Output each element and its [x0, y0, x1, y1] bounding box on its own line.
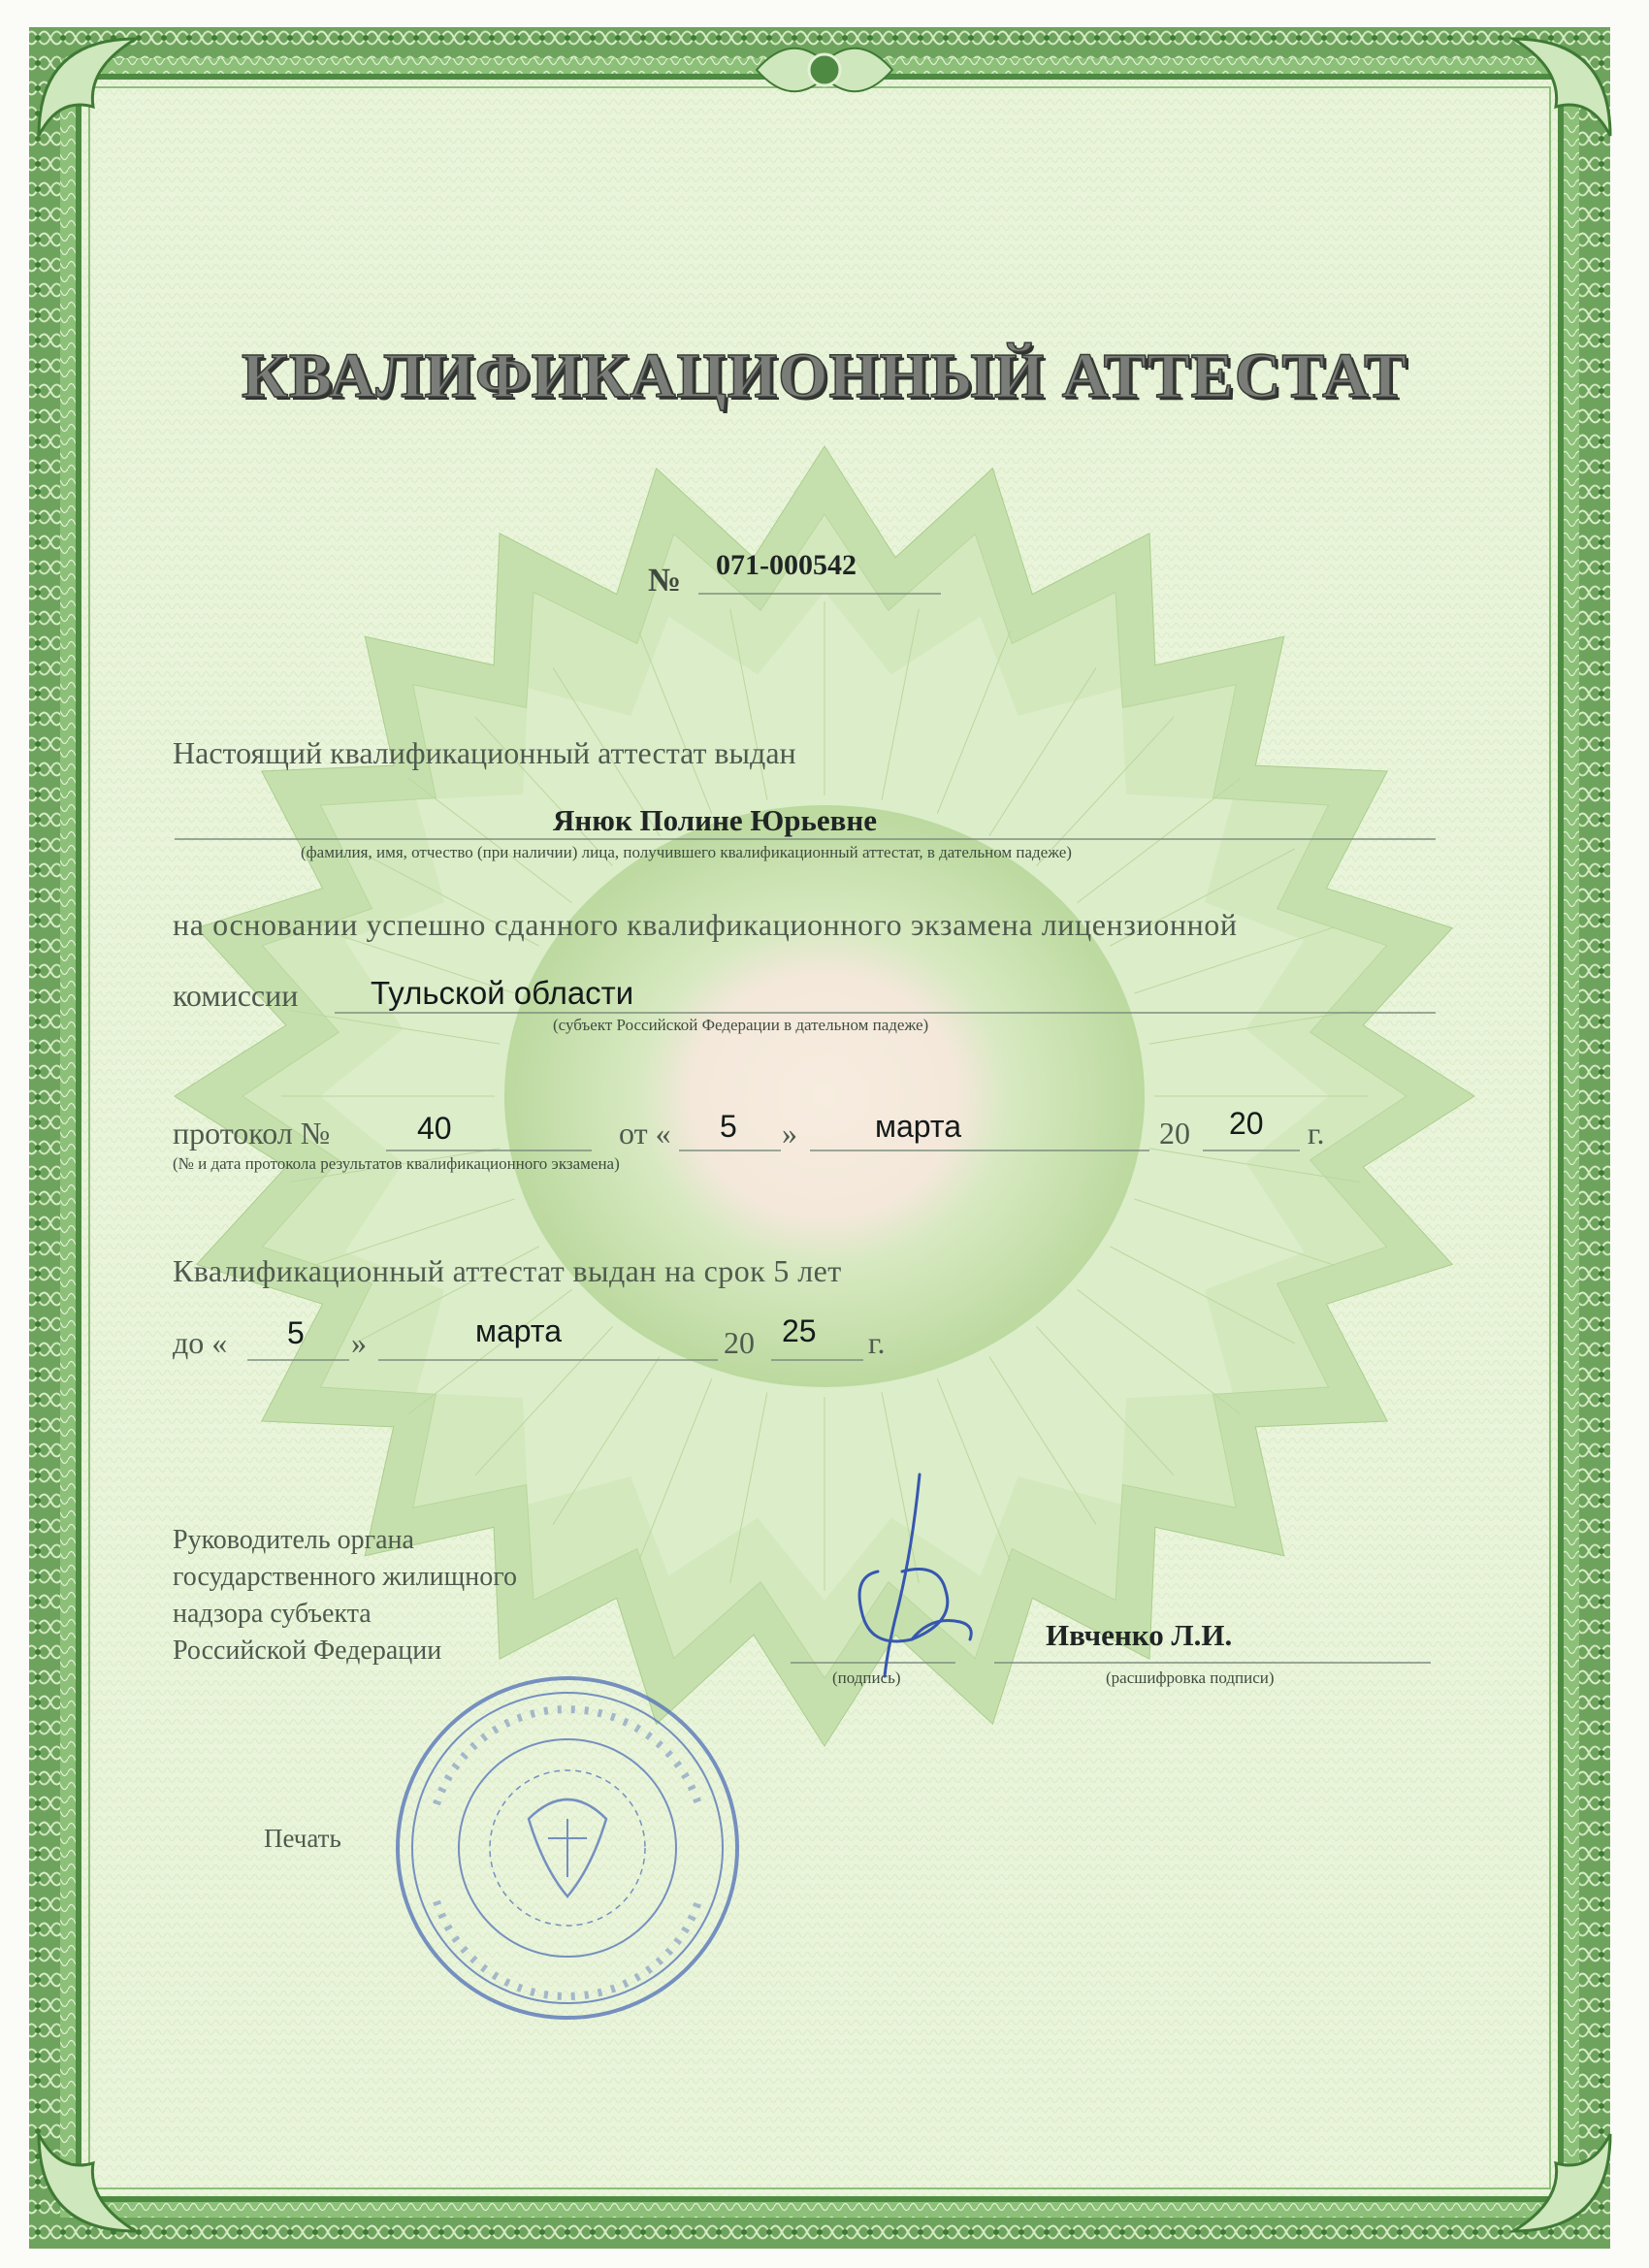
until-label: до «	[173, 1325, 228, 1360]
protocol-label: протокол №	[173, 1116, 331, 1150]
signer-caption: (расшифровка подписи)	[1106, 1669, 1275, 1687]
seal-label: Печать	[264, 1824, 341, 1853]
holder-caption: (фамилия, имя, отчество (при наличии) лица, получившего квалификационный аттестат, в дательном падеже)	[301, 843, 1072, 861]
holder-name: Янюк Полине Юрьевне	[553, 803, 878, 837]
until-year-prefix: 20	[724, 1325, 755, 1360]
validity-text: Квалификационный аттестат выдан на срок 5 лет	[173, 1253, 842, 1288]
until-day: 5	[287, 1315, 305, 1350]
commission-label: комиссии	[173, 978, 299, 1013]
until-year-unit: г.	[868, 1325, 886, 1360]
basis-text: на основании успешно сданного квалификационного экзамена лицензионной	[173, 907, 1238, 942]
issued-to-label: Настоящий квалификационный аттестат выдан	[173, 735, 796, 770]
protocol-number: 40	[417, 1111, 452, 1146]
protocol-close-quote: »	[782, 1116, 797, 1150]
number-label: №	[648, 563, 682, 599]
protocol-from-label: от «	[619, 1116, 671, 1150]
signature-caption: (подпись)	[832, 1669, 901, 1687]
certificate-title: КВАЛИФИКАЦИОННЫЙ АТТЕСТАТ	[242, 340, 1407, 411]
until-year-suffix: 25	[782, 1313, 817, 1348]
certificate-number: 071-000542	[716, 549, 857, 581]
until-month: марта	[475, 1313, 562, 1348]
head-title-line-3: надзора субъекта	[173, 1599, 372, 1629]
protocol-year-suffix: 20	[1229, 1106, 1264, 1141]
until-close-quote: »	[351, 1325, 367, 1360]
protocol-month: марта	[875, 1109, 961, 1144]
commission-value: Тульской области	[371, 975, 634, 1011]
protocol-year-unit: г.	[1308, 1116, 1325, 1150]
protocol-caption: (№ и дата протокола результатов квалификационного экзамена)	[173, 1154, 620, 1173]
signer-name: Ивченко Л.И.	[1046, 1618, 1233, 1652]
commission-caption: (субъект Российской Федерации в дательном падеже)	[553, 1016, 929, 1034]
protocol-year-prefix: 20	[1159, 1116, 1190, 1150]
head-title-line-1: Руководитель органа	[173, 1525, 414, 1555]
head-title-line-4: Российской Федерации	[173, 1636, 442, 1666]
protocol-day: 5	[720, 1109, 737, 1144]
head-title-line-2: государственного жилищного	[173, 1562, 517, 1592]
